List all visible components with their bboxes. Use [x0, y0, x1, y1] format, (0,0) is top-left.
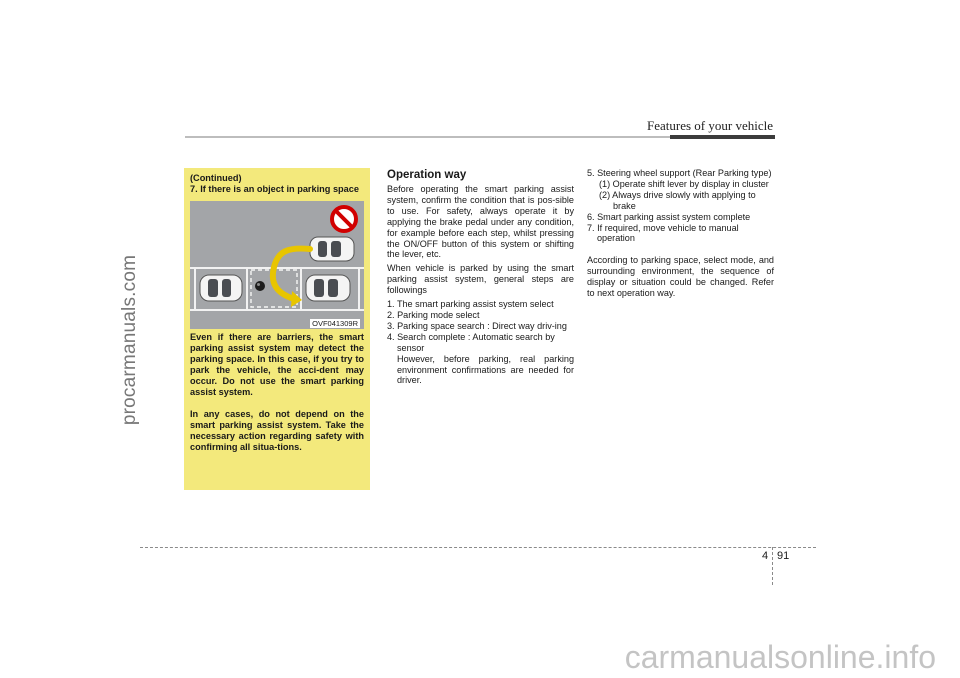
warning-box	[184, 168, 370, 490]
header-rule-accent	[670, 135, 775, 139]
watermark-carmanualsonline: carmanualsonline.info	[624, 639, 936, 675]
operation-column	[387, 168, 574, 386]
warning-continued: (Continued)	[190, 173, 242, 183]
operation-intro: Before operating the smart parking assist system, confirm the condition that is pos-sible to use. For safety, always operate it by applying the brake pedal under any condition, for example before each step, whilst pressing the ON/OFF button of this system or shifting the lever, etc.	[387, 184, 574, 260]
operation-step-3: 3. Parking space search : Direct way driv-ing	[387, 320, 567, 331]
parking-illustration	[190, 201, 364, 329]
step-5: 5. Steering wheel support (Rear Parking type)	[587, 168, 772, 178]
warning-item-7: 7. If there is an object in parking space	[190, 184, 359, 194]
step-5-sub-1: (1) Operate shift lever by display in cluster	[599, 178, 769, 189]
step-7: 7. If required, move vehicle to manual operation	[587, 222, 739, 244]
parked-car-left	[200, 275, 242, 301]
parking-scene-graphic	[190, 201, 364, 329]
step-5-sub-2: (2) Always drive slowly with applying to brake	[599, 189, 756, 211]
step-6: 6. Smart parking assist system complete	[587, 211, 751, 222]
operation-step-1: 1. The smart parking assist system select	[387, 299, 554, 310]
chapter-number: 4	[762, 550, 769, 562]
operation-step-2: 2. Parking mode select	[387, 309, 480, 320]
figure-code: OVF041309R	[312, 319, 358, 328]
warning-any-case-text: In any cases, do not depend on the smart parking assist system. Take the necessary action regarding safety with confirming all situa-tions.	[190, 409, 364, 452]
page-number-divider	[772, 547, 773, 585]
page-number: 91	[777, 550, 790, 562]
steps-continued-column	[587, 168, 774, 299]
parked-car-right	[306, 275, 350, 301]
closing-text: According to parking space, select mode, and surrounding environment, the sequence of display or situation could be changed. Refer to next operation way.	[587, 255, 774, 299]
footer-rule	[140, 547, 816, 548]
watermark-procarmanuals: procarmanuals.com	[119, 254, 140, 426]
driving-car	[310, 237, 354, 261]
operation-step-4-note: However, before parking, real parking environment confirmations are needed for driver.	[397, 353, 574, 386]
operation-heading: Operation way	[387, 169, 467, 181]
operation-steps-intro: When vehicle is parked by using the smart parking assist system, general steps are followings	[387, 263, 574, 296]
section-title: Features of your vehicle	[647, 118, 773, 133]
operation-step-4: 4. Search complete : Automatic search by sensor	[387, 331, 555, 353]
warning-barrier-text: Even if there are barriers, the smart parking assist system may detect the parking space. In this case, if you try to park the vehicle, the acci-dent may occur. Do not use the smart parking assist system.	[190, 332, 364, 397]
prohibition-icon	[332, 207, 356, 231]
